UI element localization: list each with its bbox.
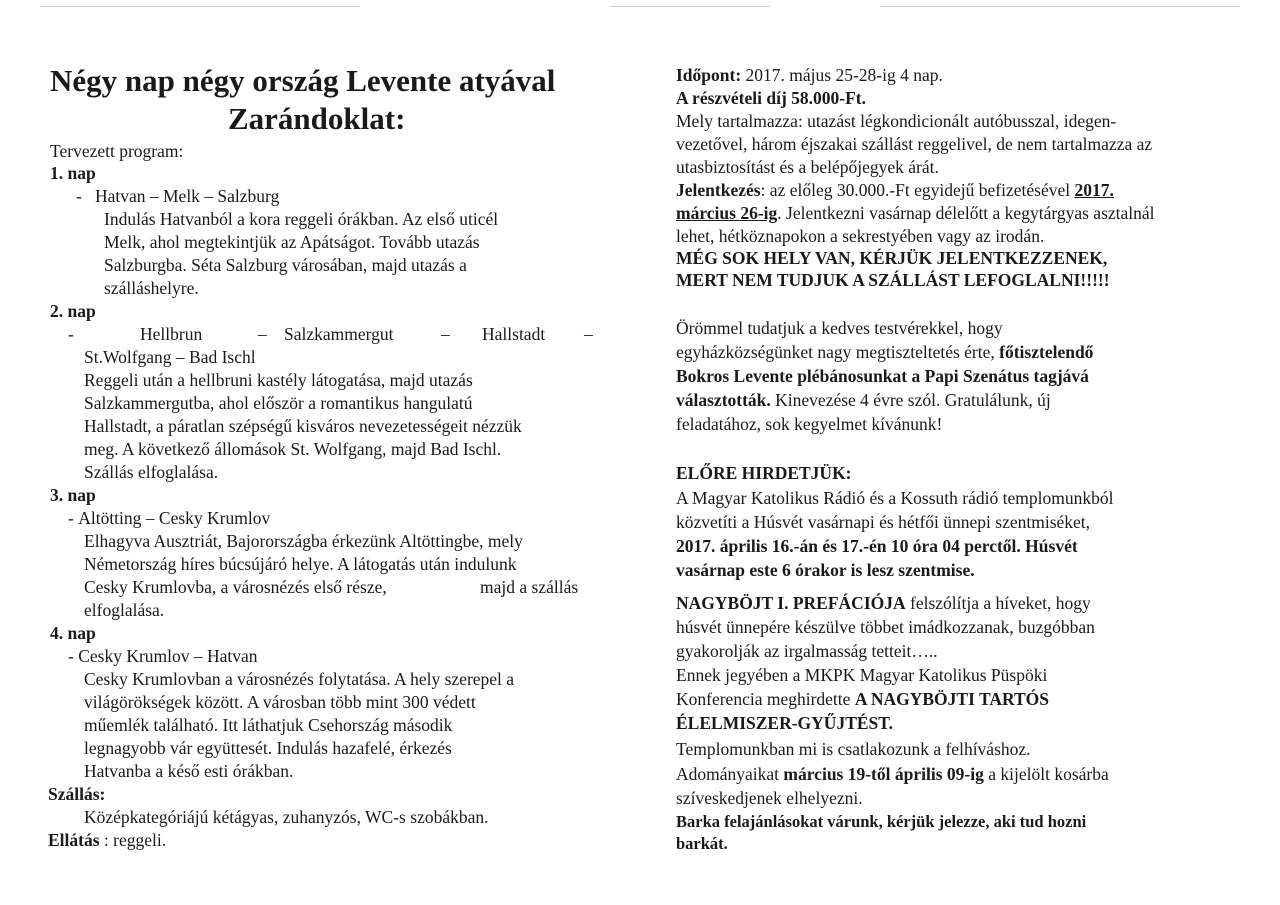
- day-text-line: Németország híres búcsújáró helye. A látogatás után indulunk: [84, 554, 517, 574]
- day-route-stop: Salzkammergut: [284, 324, 394, 344]
- day-text-line: elfoglalása.: [84, 600, 165, 620]
- nagybojt-line: gyakorolják az irgalmasság tetteit…..: [676, 641, 938, 661]
- day-text-line-right: majd a szállás: [480, 577, 579, 597]
- day-route-stop: Hallstadt: [482, 324, 546, 344]
- orommel-line: Bokros Levente plébánosunkat a Papi Szenátus tagjává: [676, 366, 1089, 386]
- mely-line: utasbiztosítást és a belépőjegyek árát.: [676, 157, 939, 177]
- ennek-line: Ennek jegyében a MKPK Magyar Katolikus Püspöki: [676, 665, 1048, 685]
- day-text-line: Reggeli után a hellbruni kastély látogatása, majd utazás: [84, 370, 473, 390]
- elore-label: ELŐRE HIRDETJÜK:: [676, 463, 852, 483]
- caps-notice: MERT NEM TUDJUK A SZÁLLÁST LEFOGLALNI!!!!!: [676, 270, 1110, 290]
- orommel-line: feladatához, sok kegyelmet kívánunk!: [676, 414, 943, 434]
- orommel-line: Örömmel tudatjuk a kedves testvérekkel, hogy: [676, 318, 1003, 338]
- ellatas-line: Ellátás : reggeli.: [48, 830, 167, 850]
- mely-line: Mely tartalmazza: utazást légkondicionált autóbusszal, idegen-: [676, 111, 1117, 131]
- day-text-line: Elhagyva Ausztriát, Bajorországba érkezünk Altöttingbe, mely: [84, 531, 523, 551]
- day-text-line: Hatvanba a késő esti órákban.: [84, 761, 294, 781]
- day-text-line: műemlék található. Itt láthatjuk Csehország második: [84, 715, 453, 735]
- day-text-line: meg. A következő állomások St. Wolfgang, majd Bad Ischl.: [84, 439, 502, 459]
- day-label: 3. nap: [50, 485, 96, 505]
- ennek-line: Konferencia meghirdette A NAGYBÖJTI TARTÓS: [676, 689, 1050, 709]
- nagybojt-line: húsvét ünnepére készülve többet imádkozzanak, buzgóbban: [676, 617, 1095, 637]
- day-route-cont: St.Wolfgang – Bad Ischl: [84, 347, 256, 367]
- szallas-label: Szállás:: [48, 784, 106, 804]
- day-text-line: Melk, ahol megtekintjük az Apátságot. Tovább utazás: [104, 232, 480, 252]
- day-label: 2. nap: [50, 301, 96, 321]
- caps-notice: MÉG SOK HELY VAN, KÉRJÜK JELENTKEZZENEK,: [676, 248, 1108, 268]
- jelentkezes-line: Jelentkezés: az előleg 30.000.-Ft egyidejű befizetésével 2017.: [676, 180, 1114, 200]
- scan-artifact: [880, 6, 1240, 7]
- page-subtitle: Zarándoklat:: [228, 101, 406, 136]
- orommel-line: egyházközségünket nagy megtiszteltetés érte, főtisztelendő: [676, 342, 1094, 362]
- barka-line: Barka felajánlásokat várunk, kérjük jelezze, aki tud hozni: [676, 812, 1087, 831]
- elore-line: A Magyar Katolikus Rádió és a Kossuth rádió templomunkból: [676, 488, 1114, 508]
- day-text-line: szálláshelyre.: [104, 278, 199, 298]
- nagybojt-line: NAGYBÖJT I. PREFÁCIÓJA felszólítja a híveket, hogy: [676, 593, 1091, 613]
- day-text-line: Salzburgba. Séta Salzburg városában, majd utazás a: [104, 255, 467, 275]
- day-text-line: Hallstadt, a páratlan szépségű kisváros nevezetességeit nézzük: [84, 416, 522, 436]
- mely-line: vezetővel, három éjszakai szállást reggelivel, de nem tartalmazza az: [676, 134, 1153, 154]
- templom-line: Templomunkban mi is csatlakozunk a felhíváshoz.: [676, 739, 1031, 759]
- szives-line: szíveskedjenek elhelyezni.: [676, 788, 863, 808]
- elore-line: 2017. április 16.-án és 17.-én 10 óra 04 perctől. Húsvét: [676, 536, 1078, 556]
- jelentkezes-line: március 26-ig. Jelentkezni vasárnap délelőtt a kegytárgyas asztalnál: [676, 203, 1155, 223]
- idopont-line: Időpont: 2017. május 25-28-ig 4 nap.: [676, 65, 943, 85]
- day-text-line: Cesky Krumlovban a városnézés folytatása. A hely szerepel a: [84, 669, 515, 689]
- day-route-sep: –: [441, 324, 450, 344]
- day-text-line: világörökségek között. A városban több mint 300 védett: [84, 692, 476, 712]
- day-route: - Altötting – Cesky Krumlov: [68, 508, 271, 528]
- day-route-sep: –: [258, 324, 267, 344]
- day-text-line: Cesky Krumlovba, a városnézés első része,: [84, 577, 387, 597]
- day-label: 1. nap: [50, 163, 96, 183]
- elore-line: közvetíti a Húsvét vasárnapi és hétfői ünnepi szentmiséket,: [676, 512, 1091, 532]
- day-route: - Cesky Krumlov – Hatvan: [68, 646, 258, 666]
- day-text-line: Salzkammergutba, ahol először a romantikus hangulatú: [84, 393, 473, 413]
- scan-artifact: [40, 6, 360, 7]
- day-text-line: Szállás elfoglalása.: [84, 462, 219, 482]
- orommel-line: választották. Kinevezése 4 évre szól. Gratulálunk, új: [676, 390, 1051, 410]
- day-label: 4. nap: [50, 623, 96, 643]
- day-route: - Hatvan – Melk – Salzburg: [76, 186, 280, 206]
- day-text-line: legnagyobb vár együttesét. Indulás hazafelé, érkezés: [84, 738, 452, 758]
- jelentkezes-line: lehet, hétköznapokon a sekrestyében vagy az irodán.: [676, 226, 1045, 246]
- dij-line: A részvételi díj 58.000-Ft.: [676, 88, 867, 108]
- page-title: Négy nap négy ország Levente atyával: [50, 63, 556, 98]
- elore-line: vasárnap este 6 órakor is lesz szentmise.: [676, 560, 975, 580]
- day-route: -: [68, 324, 74, 344]
- adomany-line: Adományaikat március 19-től április 09-ig a kijelölt kosárba: [676, 764, 1109, 784]
- barka-line: barkát.: [676, 834, 728, 853]
- day-route-sep: –: [584, 324, 593, 344]
- ennek-line: ÉLELMISZER-GYŰJTÉST.: [676, 713, 894, 733]
- day-route-stop: Hellbrun: [140, 324, 203, 344]
- day-text-line: Indulás Hatvanból a kora reggeli órákban. Az első uticél: [104, 209, 499, 229]
- program-label: Tervezett program:: [50, 141, 184, 161]
- szallas-text: Középkategóriájú kétágyas, zuhanyzós, WC-s szobákban.: [84, 807, 489, 827]
- scan-artifact: [610, 6, 770, 7]
